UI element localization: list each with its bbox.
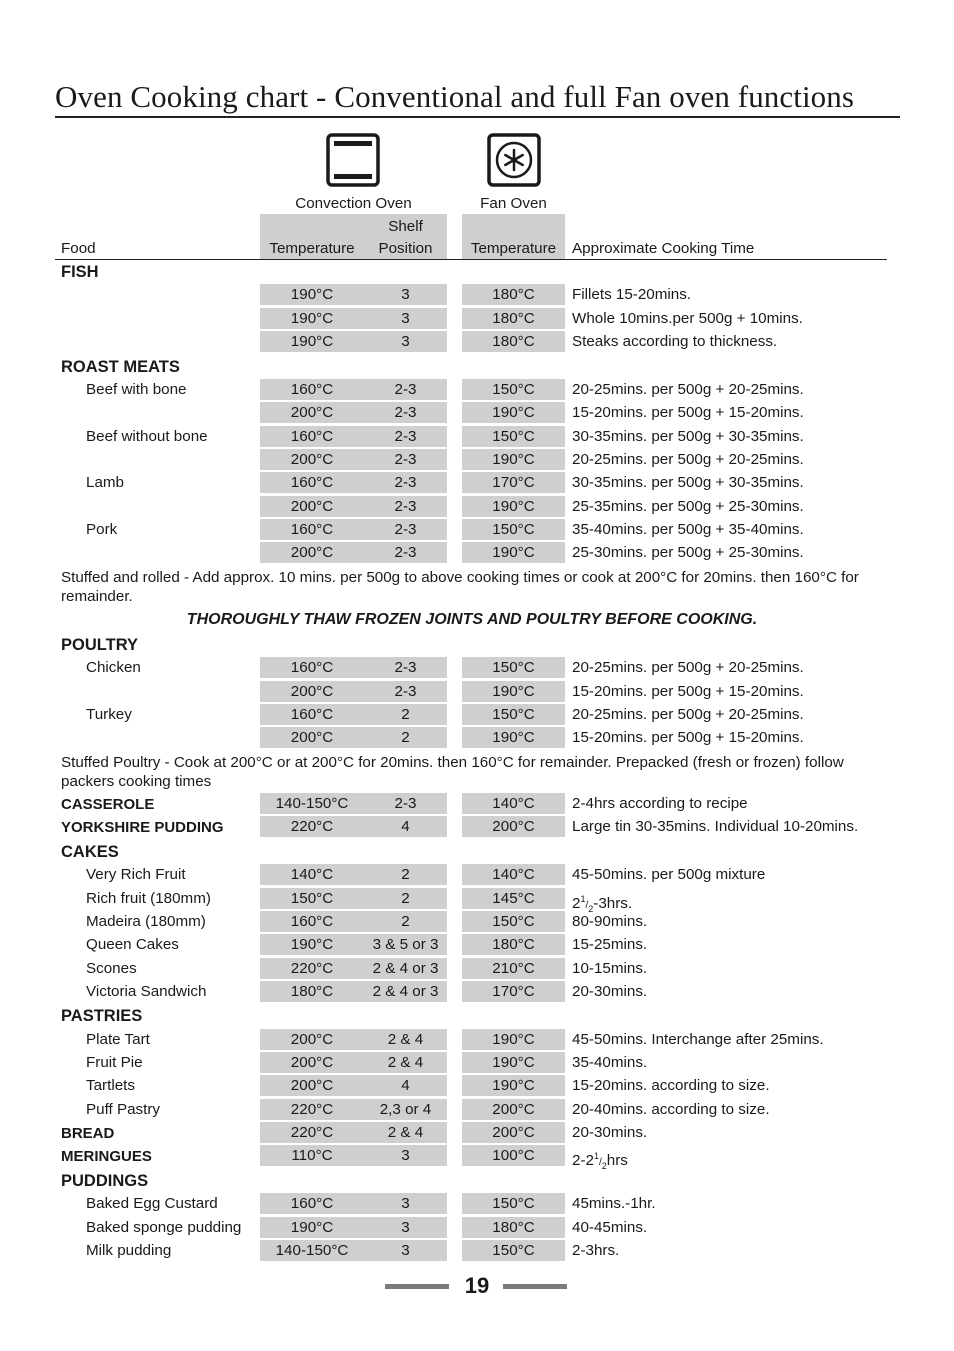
shelf-position: 2 & 4 <box>387 1031 424 1048</box>
conventional-temperature: 220°C <box>290 818 334 835</box>
category-puddings: PUDDINGS <box>61 1172 149 1190</box>
conventional-temperature: 160°C <box>290 706 334 723</box>
fraction-numerator: 1 <box>580 894 586 904</box>
food-name: Baked Egg Custard <box>86 1195 218 1212</box>
fan-temperature: 190°C <box>492 729 535 746</box>
fan-temperature: 190°C <box>492 1054 535 1071</box>
cooking-time: 25-30mins. per 500g + 25-30mins. <box>572 544 804 561</box>
fan-temperature: 180°C <box>492 936 535 953</box>
shelf-position: 2-3 <box>394 428 417 445</box>
fan-temperature: 180°C <box>492 310 535 327</box>
fan-temperature: 190°C <box>492 1031 535 1048</box>
cooking-time: 15-20mins. according to size. <box>572 1077 770 1094</box>
shelf-position: 2-3 <box>394 451 417 468</box>
conventional-temperature: 190°C <box>290 310 334 327</box>
conventional-temperature: 200°C <box>290 1031 334 1048</box>
cooking-time: Whole 10mins.per 500g + 10mins. <box>572 310 803 327</box>
cooking-time: 30-35mins. per 500g + 30-35mins. <box>572 428 804 445</box>
cooking-time: 30-35mins. per 500g + 30-35mins. <box>572 474 804 491</box>
food-name: Scones <box>86 960 137 977</box>
page-title: Oven Cooking chart - Conventional and full Fan oven functions <box>55 79 855 114</box>
shelf-position: 2 <box>401 913 410 930</box>
shelf-position: 3 <box>401 1195 410 1212</box>
cooking-time: $2-2^1/_2hrs$ <box>572 1151 628 1172</box>
cooking-time: $2^1/_2-3hrs$. <box>572 894 633 915</box>
fan-temperature: 150°C <box>492 381 535 398</box>
food-name: Queen Cakes <box>86 936 179 953</box>
fan-temperature: 150°C <box>492 521 535 538</box>
fan-temperature: 150°C <box>492 428 535 445</box>
time-column-header: Approximate Cooking Time <box>572 240 755 257</box>
conventional-temperature: 160°C <box>290 428 334 445</box>
food-name: Plate Tart <box>86 1031 150 1048</box>
fraction-slash: / <box>598 1157 602 1169</box>
fraction-numerator: 1 <box>593 1151 599 1161</box>
shelf-position: 2 & 4 or 3 <box>372 960 439 977</box>
fan-temperature: 140°C <box>492 795 535 812</box>
fraction-slash: / <box>585 900 589 912</box>
fan-temperature: 200°C <box>492 1101 535 1118</box>
cooking-time: 15-25mins. <box>572 936 648 953</box>
conventional-temperature: 200°C <box>290 1077 334 1094</box>
cooking-time: Fillets 15-20mins. <box>572 286 692 303</box>
category-fish: FISH <box>61 263 99 281</box>
conventional-temperature: 190°C <box>290 1219 334 1236</box>
shelf-position: 2-3 <box>394 683 417 700</box>
cooking-time: 45-50mins. per 500g mixture <box>572 866 766 883</box>
shelf-position: 3 & 5 or 3 <box>372 936 439 953</box>
conventional-temperature: 200°C <box>290 451 334 468</box>
cooking-time: 25-35mins. per 500g + 25-30mins. <box>572 498 804 515</box>
conventional-temperature: 180°C <box>290 983 334 1000</box>
fan-temperature: 190°C <box>492 451 535 468</box>
category-poultry: POULTRY <box>61 636 138 654</box>
fraction-suffix: -3hrs. <box>593 895 633 913</box>
shelf-position: 2-3 <box>394 498 417 515</box>
fan-temperature: 200°C <box>492 818 535 835</box>
food-name: Puff Pastry <box>86 1101 161 1118</box>
fan-temperature: 190°C <box>492 544 535 561</box>
cooking-time: 35-40mins. <box>572 1054 648 1071</box>
shelf-position: 2 & 4 or 3 <box>372 983 439 1000</box>
fan-temperature: 170°C <box>492 983 535 1000</box>
category-casserole: CASSEROLE <box>61 796 155 813</box>
conventional-temperature: 160°C <box>290 1195 334 1212</box>
shelf-position: 3 <box>401 286 410 303</box>
cooking-time: 2-4hrs according to recipe <box>572 795 748 812</box>
conventional-temperature: 150°C <box>290 890 334 907</box>
conventional-temperature: 220°C <box>290 1101 334 1118</box>
shelf-column-header-line1: Shelf <box>388 218 423 235</box>
shelf-position: 2-3 <box>394 795 417 812</box>
shelf-position: 3 <box>401 1242 410 1259</box>
shelf-position: 2 <box>401 706 410 723</box>
shelf-position: 2-3 <box>394 544 417 561</box>
shelf-position: 2 & 4 <box>387 1054 424 1071</box>
cooking-time: 80-90mins. <box>572 913 648 930</box>
conventional-temperature: 160°C <box>290 913 334 930</box>
cooking-time: 45mins.-1hr. <box>572 1195 656 1212</box>
fan-temperature: 170°C <box>492 474 535 491</box>
cooking-time: 15-20mins. per 500g + 15-20mins. <box>572 404 804 421</box>
cooking-time: 20-25mins. per 500g + 20-25mins. <box>572 706 804 723</box>
cooking-time: Steaks according to thickness. <box>572 333 778 350</box>
cooking-time: 45-50mins. Interchange after 25mins. <box>572 1031 824 1048</box>
fan-temperature: 180°C <box>492 286 535 303</box>
shelf-position: 2-3 <box>394 474 417 491</box>
temperature-column-header: Temperature <box>269 240 355 257</box>
fan-temperature: 210°C <box>492 960 535 977</box>
fan-temperature-column-header: Temperature <box>470 240 557 257</box>
food-name: Chicken <box>86 659 141 676</box>
food-name: Turkey <box>86 706 132 723</box>
shelf-position: 3 <box>401 310 410 327</box>
food-name: Rich fruit (180mm) <box>86 890 211 907</box>
conventional-temperature: 190°C <box>290 936 334 953</box>
food-name: Fruit Pie <box>86 1054 143 1071</box>
category-pastries: PASTRIES <box>61 1007 143 1025</box>
fan-temperature: 140°C <box>492 866 535 883</box>
shelf-position: 2 & 4 <box>387 1124 424 1141</box>
shelf-position: 2,3 or 4 <box>379 1101 432 1118</box>
shelf-position: 2 <box>401 866 410 883</box>
category-bread: BREAD <box>61 1125 115 1142</box>
cooking-time: 20-30mins. <box>572 983 648 1000</box>
shelf-position: 2 <box>401 890 410 907</box>
cooking-time: 20-25mins. per 500g + 20-25mins. <box>572 381 804 398</box>
shelf-position: 2-3 <box>394 381 417 398</box>
fan-temperature: 190°C <box>492 683 535 700</box>
conventional-temperature: 140-150°C <box>275 1242 349 1259</box>
shelf-position: 4 <box>401 818 410 835</box>
fan-temperature: 180°C <box>492 1219 535 1236</box>
conventional-temperature: 190°C <box>290 333 334 350</box>
cooking-time: 35-40mins. per 500g + 35-40mins. <box>572 521 804 538</box>
conventional-temperature: 140°C <box>290 866 334 883</box>
fan-temperature: 190°C <box>492 498 535 515</box>
cooking-time: Large tin 30-35mins. Individual 10-20mins. <box>572 818 859 835</box>
fraction-denominator: 2 <box>588 904 594 915</box>
fan-temperature: 150°C <box>492 913 535 930</box>
food-name: Beef with bone <box>86 381 187 398</box>
food-name: Tartlets <box>86 1077 135 1094</box>
cooking-time: 20-25mins. per 500g + 20-25mins. <box>572 659 804 676</box>
footer-bar-right <box>503 1284 567 1289</box>
fan-temperature: 150°C <box>492 659 535 676</box>
category-roast-meats: ROAST MEATS <box>61 358 180 376</box>
footer-bar-left <box>385 1284 449 1289</box>
fan-temperature: 180°C <box>492 333 535 350</box>
shelf-position: 3 <box>401 1147 410 1164</box>
fan-temperature: 200°C <box>492 1124 535 1141</box>
fan-temperature: 190°C <box>492 1077 535 1094</box>
fan-oven-header: Fan Oven <box>480 195 547 212</box>
conventional-temperature: 200°C <box>290 544 334 561</box>
conventional-temperature: 200°C <box>290 404 334 421</box>
food-name: Victoria Sandwich <box>86 983 207 1000</box>
cooking-time: 15-20mins. per 500g + 15-20mins. <box>572 729 804 746</box>
fan-temperature: 145°C <box>492 890 535 907</box>
header-rule <box>55 259 887 260</box>
shelf-column-header-line2: Position <box>378 240 433 257</box>
conventional-temperature: 220°C <box>290 1124 334 1141</box>
fan-oven-icon <box>487 133 541 187</box>
conventional-temperature: 140-150°C <box>275 795 349 812</box>
shelf-position: 2-3 <box>394 659 417 676</box>
conventional-temperature: 200°C <box>290 1054 334 1071</box>
fan-temperature: 150°C <box>492 1195 535 1212</box>
category-cakes: CAKES <box>61 843 119 861</box>
fan-temperature: 100°C <box>492 1147 535 1164</box>
title-underline <box>55 116 900 118</box>
conventional-temperature: 200°C <box>290 683 334 700</box>
cooking-time: 40-45mins. <box>572 1219 648 1236</box>
conventional-temperature: 160°C <box>290 474 334 491</box>
conventional-oven-icon <box>326 133 380 187</box>
food-name: Very Rich Fruit <box>86 866 186 883</box>
food-name: Beef without bone <box>86 428 208 445</box>
conventional-temperature: 200°C <box>290 498 334 515</box>
food-column-header: Food <box>61 240 96 257</box>
food-name: Madeira (180mm) <box>86 913 206 930</box>
food-name: Pork <box>86 521 118 538</box>
fraction-suffix: hrs <box>606 1152 628 1170</box>
cooking-time: 20-25mins. per 500g + 20-25mins. <box>572 451 804 468</box>
shelf-position: 2 <box>401 729 410 746</box>
conventional-temperature: 220°C <box>290 960 334 977</box>
conventional-temperature: 160°C <box>290 381 334 398</box>
cooking-time: 20-40mins. according to size. <box>572 1101 770 1118</box>
cooking-time: 2-3hrs. <box>572 1242 620 1259</box>
fan-temperature: 190°C <box>492 404 535 421</box>
page-number: 19 <box>464 1273 490 1298</box>
note-stuffed-poultry: Stuffed Poultry - Cook at 200°C or at 200°C for 20mins. then 160°C for remainder. Prepacked (fresh or frozen) follow packers cooking times <box>61 754 844 790</box>
thaw-warning: THOROUGHLY THAW FROZEN JOINTS AND POULTRY BEFORE COOKING. <box>186 611 758 628</box>
conventional-temperature: 200°C <box>290 729 334 746</box>
food-name: Milk pudding <box>86 1242 172 1259</box>
fraction-denominator: 2 <box>601 1161 607 1172</box>
shelf-position: 4 <box>401 1077 410 1094</box>
food-name: Lamb <box>86 474 124 491</box>
fan-temperature: 150°C <box>492 706 535 723</box>
shelf-position: 3 <box>401 1219 410 1236</box>
category-yorkshire-pudding: YORKSHIRE PUDDING <box>61 819 224 836</box>
shelf-position: 3 <box>401 333 410 350</box>
conventional-temperature: 110°C <box>291 1147 333 1164</box>
cooking-time: 15-20mins. per 500g + 15-20mins. <box>572 683 804 700</box>
conventional-temperature: 160°C <box>290 521 334 538</box>
category-meringues: MERINGUES <box>61 1148 152 1165</box>
conventional-temperature: 190°C <box>290 286 334 303</box>
cooking-time: 20-30mins. <box>572 1124 648 1141</box>
conventional-temperature: 160°C <box>290 659 334 676</box>
cooking-time: 10-15mins. <box>572 960 648 977</box>
convection-oven-header: Convection Oven <box>295 195 412 212</box>
shelf-position: 2-3 <box>394 521 417 538</box>
shelf-position: 2-3 <box>394 404 417 421</box>
note-stuffed-rolled: Stuffed and rolled - Add approx. 10 mins. per 500g to above cooking times or cook at 200°C for 20mins. then 160°C for remainder. <box>61 569 859 605</box>
food-name: Baked sponge pudding <box>86 1219 242 1236</box>
fan-temperature: 150°C <box>492 1242 535 1259</box>
